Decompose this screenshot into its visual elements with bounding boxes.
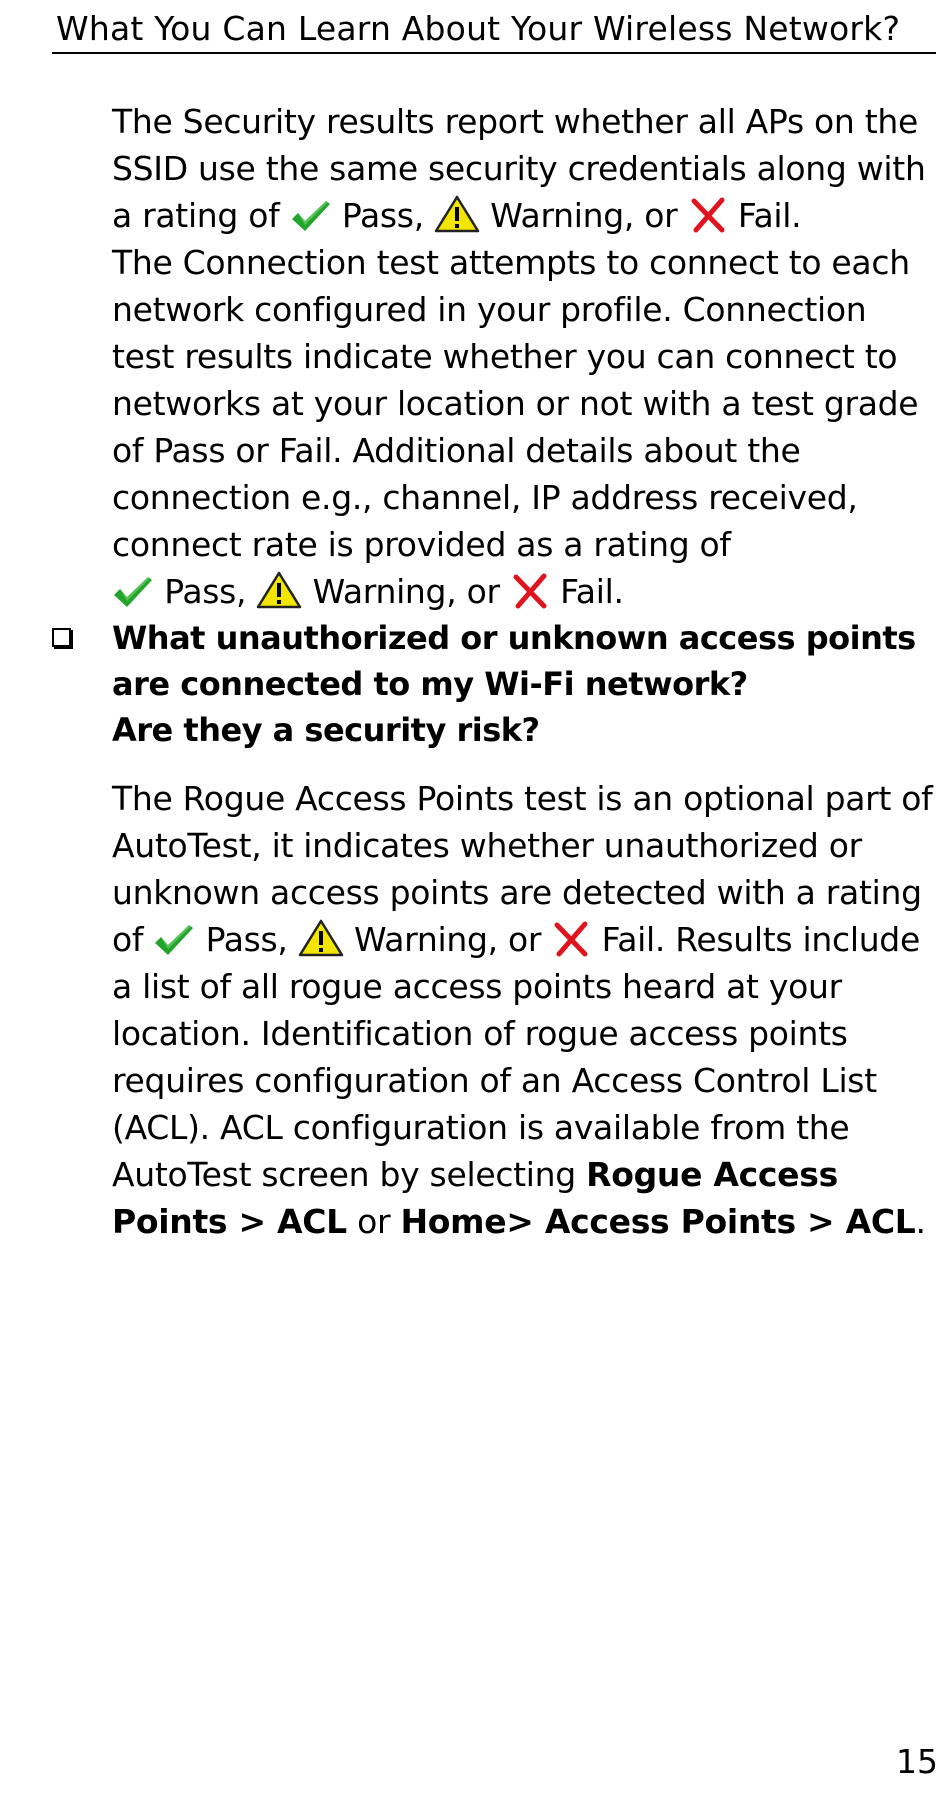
checkmark-icon [290, 199, 332, 233]
x-cross-icon [551, 921, 591, 957]
connection-text: The Connection test attempts to connect to each network configured in your profile. Connection test results indicate whether you can connect to networks at your location or not with a test grade of Pass or Fail. Additional details about the connection e.g., channel, IP address received, connect rate is provided as a rating of [112, 243, 919, 564]
rogue-text: The Rogue Access Points test is an optional part of AutoTest, it indicates whether unauthorized or unknown access points are detected with a rating of [112, 779, 933, 959]
pass-label: Pass, [341, 196, 424, 235]
rogue-paragraph [112, 775, 938, 1245]
question-line: Are they a security risk? [112, 711, 540, 749]
connection-paragraph [112, 239, 938, 615]
warning-triangle-icon [298, 919, 344, 957]
warning-label: Warning, or [490, 196, 678, 235]
rogue-question-heading [112, 615, 938, 753]
pass-label: Pass, [205, 920, 288, 959]
menu-path-home-acl: Home> Access Points > ACL [400, 1202, 916, 1241]
checkbox-bullet-icon [52, 628, 71, 647]
warning-triangle-icon [256, 571, 302, 609]
main-content [112, 98, 938, 1245]
question-line: are connected to my Wi-Fi network? [112, 665, 748, 703]
menu-path-rogue-acl: Rogue Access Points > ACL [112, 1155, 838, 1241]
security-text: The Security results report whether all APs on the SSID use the same security credentials along with a rating of [112, 102, 926, 235]
security-paragraph [112, 98, 938, 239]
fail-label: Fail. [560, 572, 624, 611]
fail-label-with-details: Fail. Results include a list of all rogue access points heard at your location. Identification of rogue access points requires configuration of an Access Control List (ACL). ACL configuration is available from the AutoTest screen by selecting [112, 920, 920, 1194]
page-number: 15 [896, 1742, 938, 1781]
or-text: or [346, 1202, 401, 1241]
rogue-question [112, 615, 938, 753]
warning-triangle-icon [434, 195, 480, 233]
pass-label: Pass, [164, 572, 247, 611]
warning-label: Warning, or [312, 572, 500, 611]
x-cross-icon [510, 573, 550, 609]
period: . [915, 1202, 926, 1241]
checkmark-icon [153, 923, 195, 957]
page-header-title: What You Can Learn About Your Wireless Network? [56, 9, 901, 48]
x-cross-icon [688, 197, 728, 233]
fail-label: Fail. [737, 196, 802, 235]
checkmark-icon [112, 575, 154, 609]
page-header [52, 6, 936, 54]
question-line: What unauthorized or unknown access points [112, 619, 916, 657]
warning-label: Warning, or [354, 920, 542, 959]
